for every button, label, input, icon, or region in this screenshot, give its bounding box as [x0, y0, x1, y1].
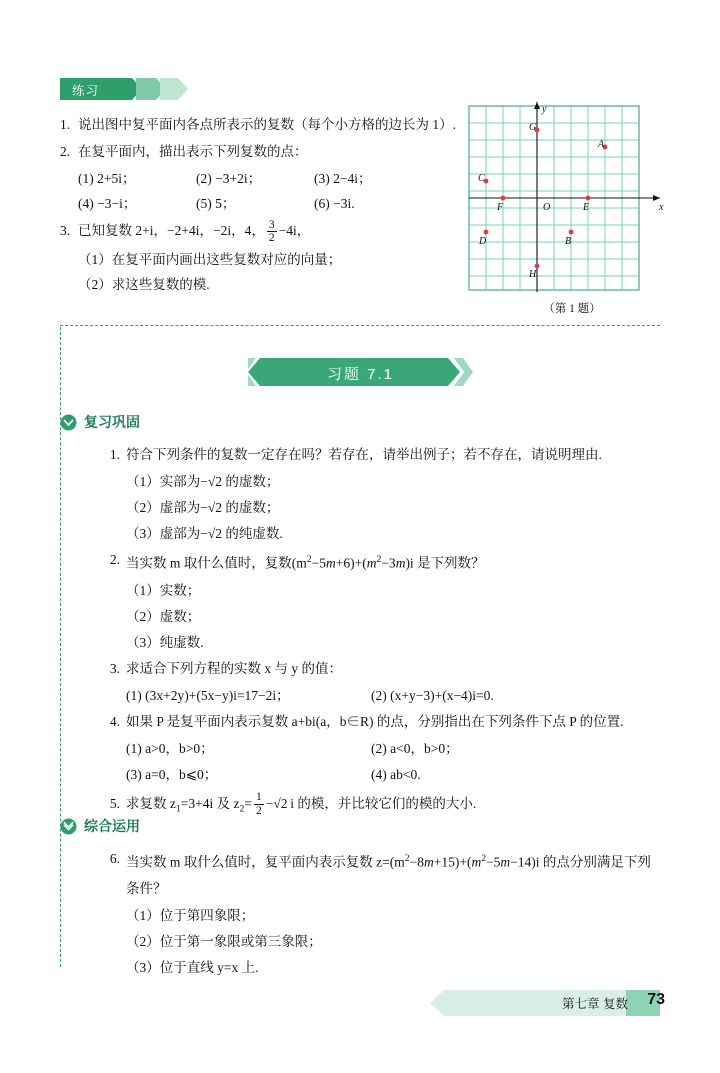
- fraction-denominator: 2: [268, 232, 275, 245]
- practice-item-3-tail: −4i，: [278, 223, 311, 238]
- subhead-review-label: 复习巩固: [84, 414, 140, 430]
- svg-text:E: E: [583, 202, 590, 213]
- question-4: [100, 709, 660, 735]
- figure-caption: （第 1 题）: [543, 303, 601, 315]
- subhead-comprehensive-label: 综合运用: [84, 818, 140, 834]
- practice-item-3-sub-2: [78, 272, 460, 297]
- practice-option-1: (1) 2+5i；: [78, 171, 136, 186]
- practice-item-2: [60, 139, 460, 164]
- question-6-text-pre: 当实数 m 取什么值时，复平面内表示复数 z=(m: [126, 854, 405, 870]
- svg-text:F: F: [497, 202, 504, 213]
- svg-text:B: B: [565, 236, 572, 247]
- fraction-three-halves: [267, 219, 277, 245]
- fraction-denominator: 2: [255, 804, 262, 817]
- chevron-down-circle-icon: [60, 414, 77, 431]
- question-6-sub-2: （2）位于第一象限或第三象限；: [126, 933, 322, 949]
- practice-item-3: [60, 218, 460, 245]
- practice-item-3-sub-1-text: （1）在复平面内画出这些复数对应的向量；: [78, 251, 342, 267]
- question-5-text-pre: 求复数 z: [126, 795, 176, 811]
- question-6-text: 当实数 m 取什么值时，复平面内表示复数 $z=(m^2-8m+15)+(m^2-5m-14)i$ 的点分别满足下列条件？: [126, 853, 651, 896]
- question-3-num: 3.: [109, 660, 120, 676]
- question-6-num: 6.: [109, 851, 120, 866]
- question-5-text: 求复数 $z_1=3+4i$ 及 $z_2=$ $\frac{1}{2}$ −√2 i 的模，并比较它们的模的大小.: [126, 791, 477, 817]
- question-6-sub-1: （1）位于第四象限；: [126, 907, 255, 923]
- svg-text:C: C: [478, 173, 485, 184]
- question-1-num: 1.: [109, 447, 120, 462]
- practice-item-3-text: [78, 218, 460, 245]
- practice-option-6: (6) −3i.: [314, 196, 355, 211]
- question-5-text-mid: =3+4i 及 z: [180, 795, 240, 811]
- svg-text:H: H: [529, 269, 537, 280]
- homework-review-questions: [100, 442, 660, 823]
- practice-item-1: [60, 112, 460, 137]
- practice-banner-label: 练习: [72, 84, 100, 98]
- practice-item-2-options-row-1: [78, 166, 460, 191]
- homework-comprehensive-questions: [100, 846, 660, 981]
- question-4-sub-4: (4) ab<0.: [371, 766, 421, 782]
- practice-option-3: (3) 2−4i；: [314, 171, 372, 186]
- complex-plane-figure: [455, 100, 670, 300]
- practice-item-2-num: 2.: [60, 144, 71, 159]
- footer-page-number: 73: [647, 991, 665, 1008]
- practice-item-3-sub-1: [78, 247, 460, 272]
- question-4-text: 如果 P 是复平面内表示复数 a+bi(a，b∈R) 的点，分别指出在下列条件下点 P 的位置.: [126, 713, 624, 729]
- question-2-sub-1: （1）实数；: [126, 582, 201, 598]
- practice-option-5: (5) 5；: [196, 196, 236, 211]
- section-divider: [60, 325, 660, 326]
- question-2-sub-3: （3）纯虚数.: [126, 634, 204, 650]
- question-1: [100, 442, 660, 468]
- practice-option-4: (4) −3−i；: [78, 196, 137, 211]
- question-3: [100, 656, 660, 682]
- svg-text:y: y: [542, 104, 547, 115]
- practice-item-2-text: 在复平面内，描出表示下列复数的点：: [78, 144, 308, 159]
- practice-item-3-num: 3.: [60, 223, 71, 238]
- fraction-numerator: 1: [255, 791, 262, 804]
- question-2: [100, 547, 660, 577]
- question-6-sub-3: （3）位于直线 y=x 上.: [126, 959, 259, 975]
- question-5-text-post: i 的模，并比较它们的模的大小.: [290, 795, 477, 811]
- question-2-num: 2.: [109, 552, 120, 567]
- question-2-text-post: )i 是下列数？: [405, 555, 485, 571]
- question-3-subs: [126, 683, 660, 709]
- practice-item-2-options-row-2: [78, 191, 460, 216]
- svg-text:O: O: [543, 202, 551, 213]
- question-4-sub-3: (3) a=0，b⩽0；: [126, 766, 218, 782]
- practice-option-2: (2) −3+2i；: [196, 171, 262, 186]
- footer-chapter-label: 第七章 复数: [562, 997, 628, 1011]
- target-circle-icon: [60, 818, 77, 835]
- svg-text:A: A: [598, 139, 605, 150]
- svg-text:D: D: [479, 236, 487, 247]
- practice-item-3-sub-2-text: （2）求这些复数的模.: [78, 276, 210, 292]
- question-1-sub-2: （2）虚部为−√2 的虚数；: [126, 500, 280, 515]
- question-6: [100, 846, 660, 902]
- question-3-sub-2: (2) (x+y−3)+(x−4)i=0.: [371, 687, 494, 703]
- subhead-review: [60, 412, 140, 432]
- question-1-sub-3: （3）虚部为−√2 的纯虚数.: [126, 526, 283, 541]
- question-5-num: 5.: [109, 795, 120, 811]
- question-4-subs-row-2: [126, 762, 660, 788]
- question-2-text: 当实数 m 取什么值时，复数$(m^2-5m+6)+(m^2-3m)i$ 是下列数？: [126, 554, 485, 571]
- question-4-sub-2: (2) a<0，b>0；: [371, 740, 459, 756]
- subhead-comprehensive: [60, 816, 140, 836]
- fraction-one-half: [254, 791, 264, 817]
- practice-body: [60, 112, 460, 297]
- homework-banner-label: 习题 7.1: [326, 366, 395, 383]
- question-4-sub-1: (1) a>0，b>0；: [126, 740, 214, 756]
- question-4-subs-row-1: [126, 736, 660, 762]
- question-1-text: 符合下列条件的复数一定存在吗？若存在，请举出例子；若不存在，请说明理由.: [126, 447, 602, 462]
- practice-item-1-text: 说出图中复平面内各点所表示的复数（每个小方格的边长为 1）.: [78, 117, 456, 132]
- svg-text:x: x: [659, 202, 664, 213]
- question-2-text-pre: 当实数 m 取什么值时，复数(m: [126, 555, 307, 571]
- svg-text:G: G: [529, 122, 537, 133]
- question-5: [100, 791, 660, 823]
- question-1-sub-1: （1）实部为−√2 的虚数；: [126, 474, 280, 489]
- practice-item-3-lead: 已知复数 2+i，−2+4i，−2i，4，: [78, 223, 265, 238]
- practice-item-1-num: 1.: [60, 117, 71, 132]
- question-3-text: 求适合下列方程的实数 x 与 y 的值：: [126, 660, 342, 676]
- question-3-sub-1: (1) (3x+2y)+(5x−y)i=17−2i；: [126, 687, 290, 703]
- fraction-numerator: 3: [268, 218, 275, 231]
- question-4-num: 4.: [109, 713, 120, 729]
- question-2-sub-2: （2）虚数；: [126, 608, 201, 624]
- question-6-text-post: i 的点分别满足下列条件？: [126, 854, 651, 896]
